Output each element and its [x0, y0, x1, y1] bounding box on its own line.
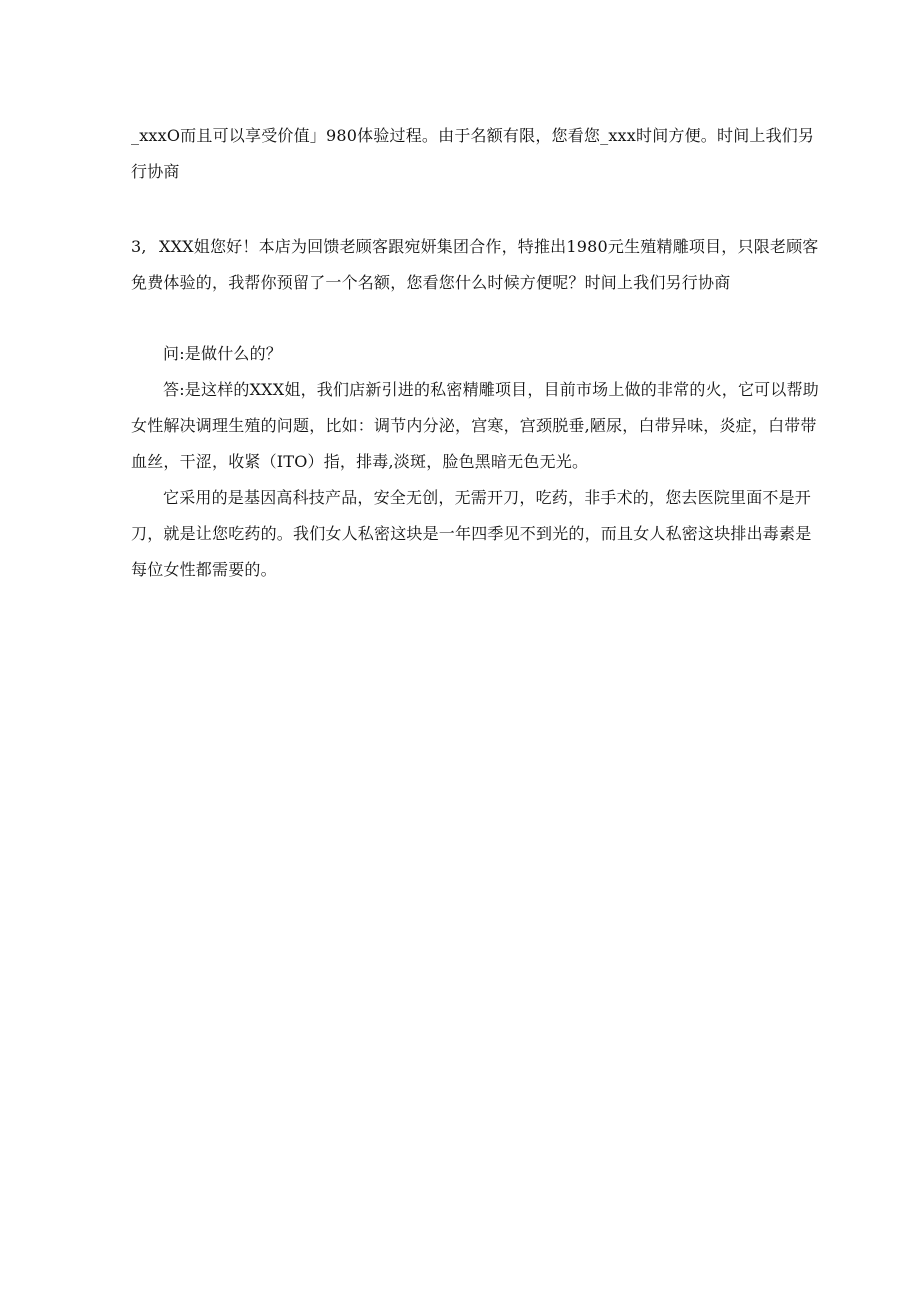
explanation-paragraph: 它采用的是基因高科技产品，安全无创，无需开刀，吃药，非手术的，您去医院里面不是开刀，就是让您吃药的。我们女人私密这块是一年四季见不到光的，而且女人私密这块排出毒素是每位女性都需要的。 — [131, 488, 812, 579]
paragraph-offer-continuation: _xxxO而且可以享受价值」980体验过程。由于名额有限，您看您_xxx时间方便。时间上我们另行协商 — [131, 126, 815, 181]
paragraph-script-3-text: XXX姐您好！本店为回馈老顾客跟宛妍集团合作，特推出1980元生殖精雕项目，只限老顾客免费体验的，我帮你预留了一个名额，您看您什么时候方便呢？时间上我们另行协商 — [131, 237, 819, 292]
answer-paragraph: 答:是这样的XXX姐，我们店新引进的私密精雕项目，目前市场上做的非常的火，它可以帮助女性解决调理生殖的问题，比如：调节内分泌，宫寒，宫颈脱垂,陋尿，白带异味，炎症，白带带血丝，干涩，收紧（ITO）指，排毒,淡斑，脸色黑暗无色无光。 — [131, 380, 819, 471]
question-line: 问:是做什么的？ — [163, 344, 282, 363]
paragraph-script-3 — [131, 229, 821, 301]
paragraph-number: 3, — [131, 237, 147, 256]
